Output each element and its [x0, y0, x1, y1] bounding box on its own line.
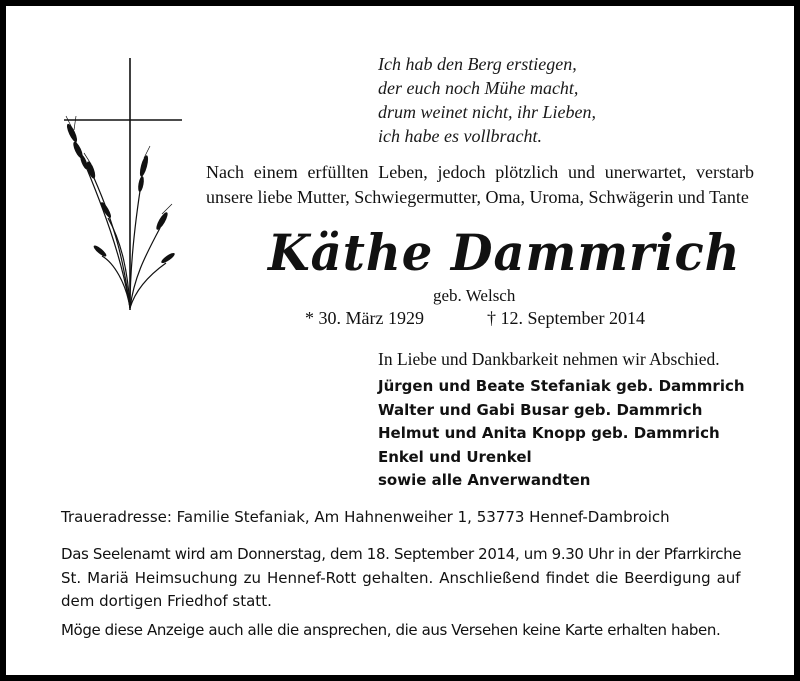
intro-text: [206, 160, 754, 210]
poem-line: ich habe es vollbracht.: [378, 126, 542, 146]
birth-date: * 30. März 1929: [305, 308, 424, 328]
poem-line: Ich hab den Berg erstiegen,: [378, 54, 577, 74]
death-date: † 12. September 2014: [487, 308, 645, 328]
closing-note: Möge diese Anzeige auch alle die ansprechen, die aus Versehen keine Karte erhalten haben.: [61, 621, 721, 639]
intro-line: Nach einem erfüllten Leben, jedoch plötzlich und unerwartet, verstarb: [206, 162, 754, 182]
mass-line: St. Mariä Heimsuchung zu Hennef-Rott gehalten. Anschließend findet die Beerdigung auf: [61, 568, 741, 587]
mass-line: dem dortigen Friedhof statt.: [61, 592, 272, 610]
deceased-name: Käthe Dammrich: [268, 223, 741, 282]
birth-name: geb. Welsch: [433, 286, 516, 305]
mass-line: Das Seelenamt wird am Donnerstag, dem 18. September 2014, um 9.30 Uhr in der Pfarrkirche: [61, 545, 742, 563]
mourners-list: [378, 375, 745, 493]
poem-line: drum weinet nicht, ihr Lieben,: [378, 102, 596, 122]
list-item: Walter und Gabi Busar geb. Dammrich: [378, 400, 703, 419]
poem: [378, 52, 596, 148]
list-item: Enkel und Urenkel: [378, 447, 532, 466]
list-item: Jürgen und Beate Stefaniak geb. Dammrich: [378, 377, 745, 395]
poem-line: der euch noch Mühe macht,: [378, 78, 579, 98]
funeral-mass-info: [61, 543, 753, 614]
list-item: sowie alle Anverwandten: [378, 471, 591, 489]
mourning-address: Traueradresse: Familie Stefaniak, Am Hahnenweiher 1, 53773 Hennef-Dambroich: [61, 508, 670, 526]
intro-line: unsere liebe Mutter, Schwiegermutter, Oma, Uroma, Schwägerin und Tante: [206, 187, 749, 207]
farewell-text: In Liebe und Dankbarkeit nehmen wir Abschied.: [378, 349, 720, 369]
list-item: Helmut und Anita Knopp geb. Dammrich: [378, 424, 720, 442]
cross-with-wheat-icon: [64, 58, 188, 313]
